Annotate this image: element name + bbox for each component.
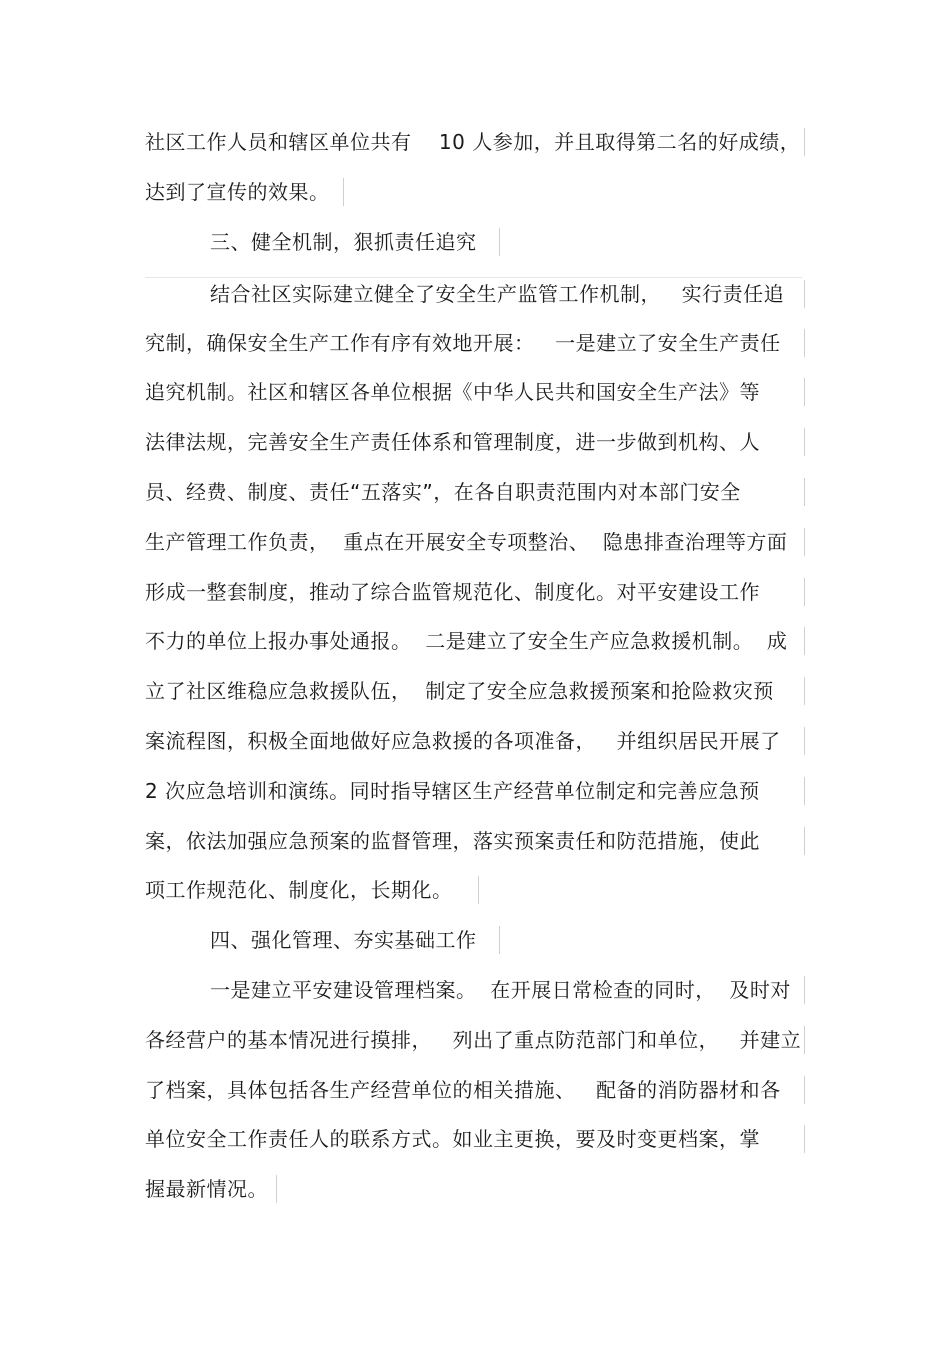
paragraph-line: 究制，确保安全生产工作有序有效地开展： 一是建立了安全生产责任	[145, 331, 781, 355]
line-end-rule	[804, 1076, 805, 1104]
line-end-rule	[804, 128, 805, 156]
paragraph-line: 一是建立平安建设管理档案。 在开展日常检查的同时， 及时对	[210, 978, 791, 1002]
section-heading: 四、强化管理、夯实基础工作	[210, 928, 477, 952]
paragraph-line: 立了社区维稳应急救援队伍， 制定了安全应急救援预案和抢险救灾预	[145, 679, 774, 703]
line-end-rule	[804, 976, 805, 1004]
line-end-rule	[499, 926, 500, 954]
line-end-rule	[343, 178, 344, 206]
paragraph-line: 社区工作人员和辖区单位共有 10 人参加，并且取得第二名的好成绩，	[145, 130, 801, 154]
line-end-rule	[804, 378, 805, 406]
section-heading: 三、健全机制，狠抓责任追究	[210, 230, 477, 254]
line-end-rule	[804, 1026, 805, 1054]
paragraph-line: 2 次应急培训和演练。同时指导辖区生产经营单位制定和完善应急预	[145, 779, 760, 803]
paragraph-line: 各经营户的基本情况进行摸排， 列出了重点防范部门和单位， 并建立	[145, 1028, 802, 1052]
line-end-rule	[804, 677, 805, 705]
line-end-rule	[804, 280, 805, 308]
line-end-rule	[804, 428, 805, 456]
line-end-rule	[804, 827, 805, 855]
paragraph-line: 形成一整套制度，推动了综合监管规范化、制度化。对平安建设工作	[145, 580, 760, 604]
paragraph-line: 案，依法加强应急预案的监督管理，落实预案责任和防范措施，使此	[145, 829, 760, 853]
paragraph-line: 不力的单位上报办事处通报。 二是建立了安全生产应急救援机制。 成	[145, 629, 788, 653]
line-end-rule	[499, 228, 500, 256]
line-end-rule	[804, 627, 805, 655]
line-end-rule	[804, 1125, 805, 1153]
line-end-rule	[804, 578, 805, 606]
line-end-rule	[804, 727, 805, 755]
paragraph-line: 握最新情况。	[145, 1177, 268, 1201]
line-end-rule	[804, 528, 805, 556]
paragraph-line: 员、经费、制度、责任“五落实”，在各自职责范围内对本部门安全	[145, 480, 741, 504]
line-end-rule	[804, 478, 805, 506]
paragraph-line: 达到了宣传的效果。	[145, 180, 330, 204]
paragraph-line: 案流程图，积极全面地做好应急救援的各项准备， 并组织居民开展了	[145, 729, 781, 753]
paragraph-line: 单位安全工作责任人的联系方式。如业主更换，要及时变更档案，掌	[145, 1127, 760, 1151]
line-end-rule	[478, 876, 479, 904]
line-end-rule	[804, 777, 805, 805]
paragraph-line: 了档案，具体包括各生产经营单位的相关措施、 配备的消防器材和各	[145, 1078, 781, 1102]
line-end-rule	[276, 1175, 277, 1203]
paragraph-line: 结合社区实际建立健全了安全生产监管工作机制， 实行责任追	[210, 282, 785, 306]
paragraph-line: 法律法规，完善安全生产责任体系和管理制度，进一步做到机构、人	[145, 430, 760, 454]
line-rule	[145, 277, 802, 278]
paragraph-line: 项工作规范化、制度化，长期化。	[145, 878, 453, 902]
line-end-rule	[804, 329, 805, 357]
paragraph-line: 追究机制。社区和辖区各单位根据《中华人民共和国安全生产法》等	[145, 380, 760, 404]
paragraph-line: 生产管理工作负责， 重点在开展安全专项整治、 隐患排查治理等方面	[145, 530, 788, 554]
